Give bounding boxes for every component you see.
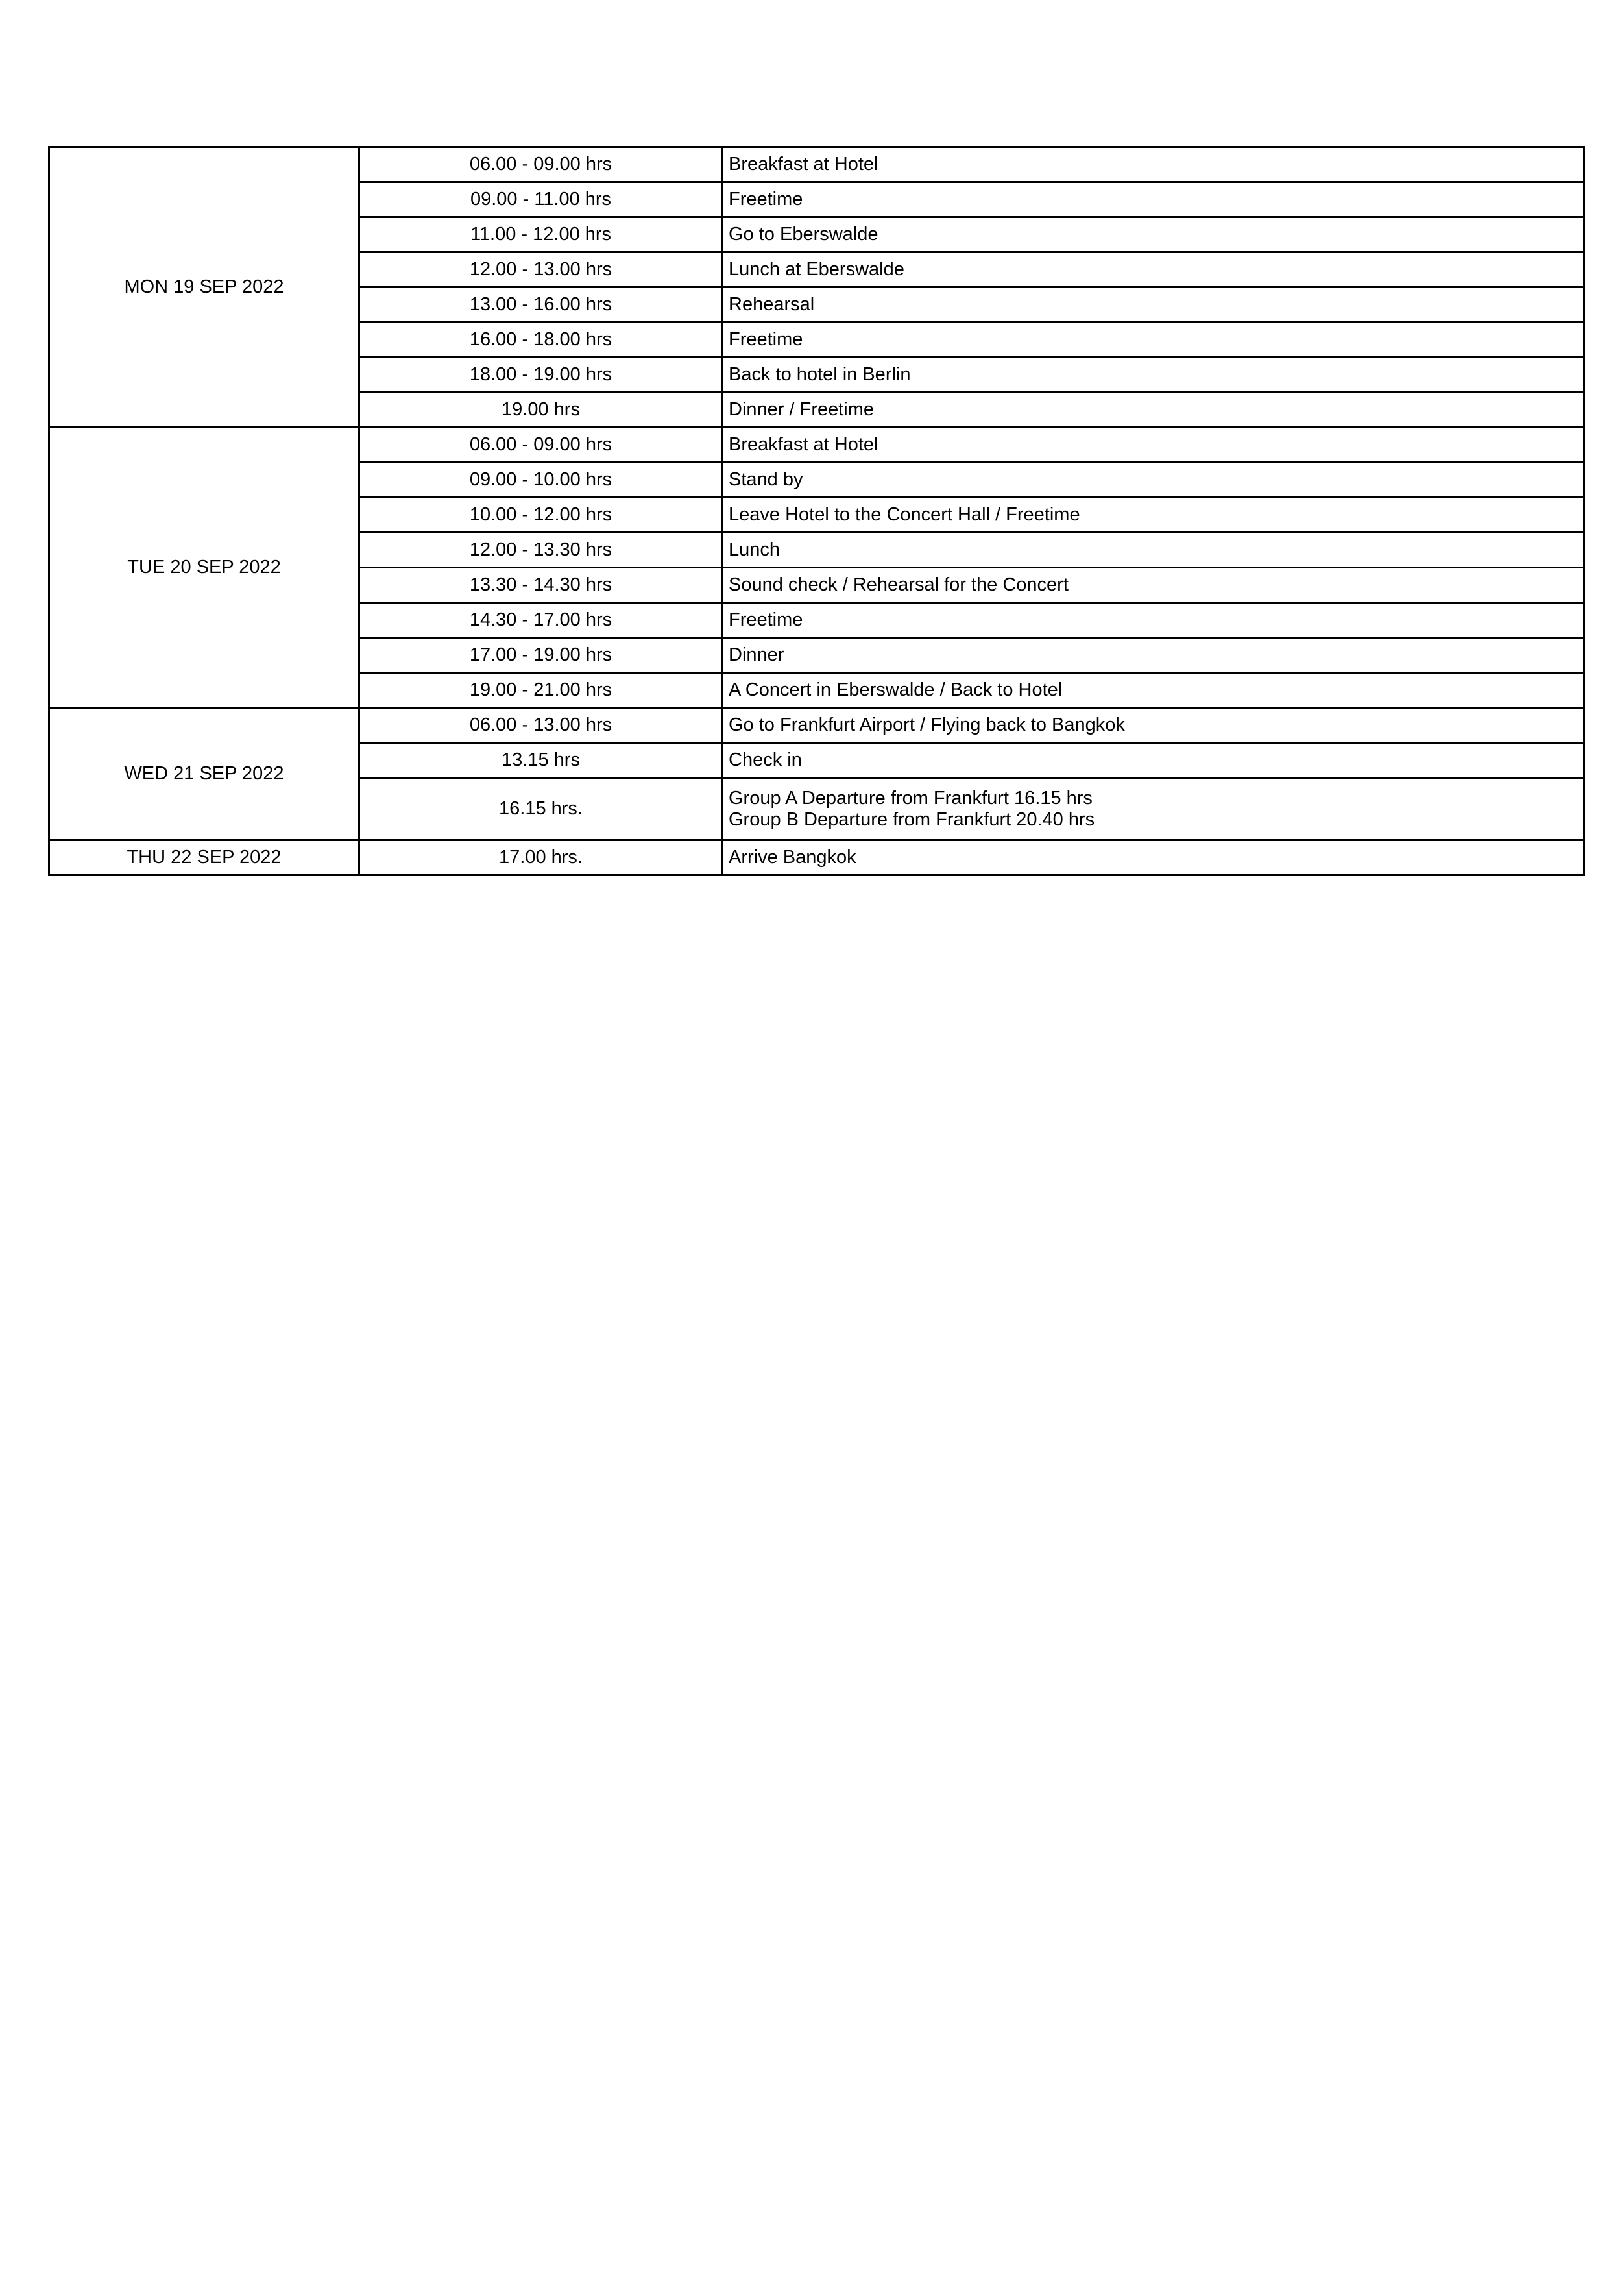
activity-cell <box>723 287 1584 323</box>
activity-text: Group A Departure from Frankfurt 16.15 hrs <box>729 787 1093 809</box>
activity-text: Sound check / Rehearsal for the Concert <box>729 574 1069 595</box>
activity-cell <box>723 673 1584 708</box>
time-cell: 12.00 - 13.30 hrs <box>359 533 723 568</box>
schedule-row <box>49 147 1584 182</box>
activity-text: A Concert in Eberswalde / Back to Hotel <box>729 679 1063 700</box>
activity-text: Leave Hotel to the Concert Hall / Freetime <box>729 504 1080 525</box>
activity-text: Breakfast at Hotel <box>729 154 878 175</box>
time-cell: 12.00 - 13.00 hrs <box>359 252 723 287</box>
time-cell: 19.00 - 21.00 hrs <box>359 673 723 708</box>
time-cell: 18.00 - 19.00 hrs <box>359 358 723 393</box>
activity-cell <box>723 358 1584 393</box>
activity-text: Stand by <box>729 469 803 490</box>
schedule-row <box>49 840 1584 875</box>
activity-text: Breakfast at Hotel <box>729 434 878 455</box>
activity-text: Freetime <box>729 189 803 210</box>
activity-cell <box>723 533 1584 568</box>
activity-text: Lunch <box>729 539 781 560</box>
activity-text: Lunch at Eberswalde <box>729 259 904 280</box>
activity-text: Arrive Bangkok <box>729 847 856 868</box>
activity-cell <box>723 217 1584 252</box>
activity-cell <box>723 603 1584 638</box>
activity-cell <box>723 463 1584 498</box>
time-cell: 06.00 - 09.00 hrs <box>359 428 723 463</box>
activity-cell <box>723 323 1584 358</box>
activity-cell <box>723 708 1584 743</box>
activity-cell <box>723 743 1584 778</box>
activity-text: Dinner / Freetime <box>729 399 875 420</box>
activity-cell <box>723 393 1584 428</box>
day-date-cell: MON 19 SEP 2022 <box>49 147 359 428</box>
activity-cell <box>723 498 1584 533</box>
schedule-row <box>49 428 1584 463</box>
day-date-cell: THU 22 SEP 2022 <box>49 840 359 875</box>
schedule-row <box>49 708 1584 743</box>
activity-cell <box>723 182 1584 217</box>
time-cell: 16.00 - 18.00 hrs <box>359 323 723 358</box>
activity-text: Freetime <box>729 609 803 630</box>
activity-text: Check in <box>729 750 802 770</box>
activity-cell <box>723 147 1584 182</box>
activity-text: Group B Departure from Frankfurt 20.40 hrs <box>729 809 1095 830</box>
time-cell: 11.00 - 12.00 hrs <box>359 217 723 252</box>
time-cell: 17.00 - 19.00 hrs <box>359 638 723 673</box>
activity-text: Dinner <box>729 644 784 665</box>
activity-text: Go to Frankfurt Airport / Flying back to Bangkok <box>729 714 1125 735</box>
activity-text: Rehearsal <box>729 294 815 315</box>
activity-cell <box>723 568 1584 603</box>
day-date-cell: TUE 20 SEP 2022 <box>49 428 359 708</box>
time-cell: 13.30 - 14.30 hrs <box>359 568 723 603</box>
time-cell: 17.00 hrs. <box>359 840 723 875</box>
activity-text: Go to Eberswalde <box>729 224 878 245</box>
time-cell: 16.15 hrs. <box>359 778 723 840</box>
time-cell: 13.15 hrs <box>359 743 723 778</box>
activity-text: Freetime <box>729 329 803 350</box>
schedule-table <box>48 146 1585 876</box>
time-cell: 19.00 hrs <box>359 393 723 428</box>
activity-cell <box>723 252 1584 287</box>
time-cell: 09.00 - 11.00 hrs <box>359 182 723 217</box>
activity-text: Back to hotel in Berlin <box>729 364 911 385</box>
schedule-body <box>49 147 1584 875</box>
activity-cell <box>723 638 1584 673</box>
activity-cell <box>723 778 1584 840</box>
day-date-cell: WED 21 SEP 2022 <box>49 708 359 840</box>
time-cell: 06.00 - 13.00 hrs <box>359 708 723 743</box>
time-cell: 09.00 - 10.00 hrs <box>359 463 723 498</box>
activity-cell <box>723 840 1584 875</box>
time-cell: 06.00 - 09.00 hrs <box>359 147 723 182</box>
activity-cell <box>723 428 1584 463</box>
time-cell: 10.00 - 12.00 hrs <box>359 498 723 533</box>
time-cell: 14.30 - 17.00 hrs <box>359 603 723 638</box>
time-cell: 13.00 - 16.00 hrs <box>359 287 723 323</box>
